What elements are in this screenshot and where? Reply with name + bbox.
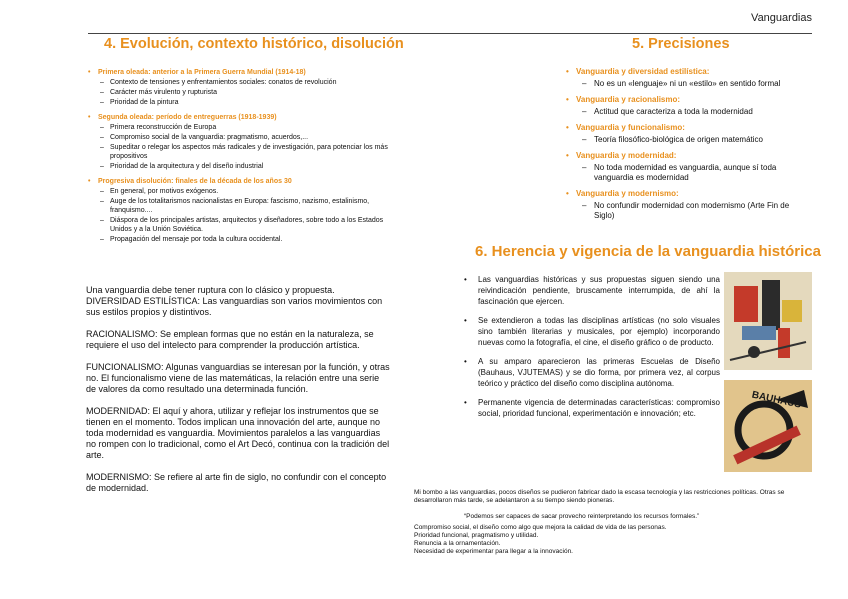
section6-list xyxy=(464,274,720,427)
note-paragraph: FUNCIONALISMO: Algunas vanguardias se interesan por la función, y otras no. El funcionalismo viene de las matemáticas, la relación entre una serie de valores da como resultado una determinada función. xyxy=(86,362,390,394)
section4-sub-item: – Contexto de tensiones y enfrentamientos sociales: conatos de revolución xyxy=(88,78,388,87)
bottom-line: Renuncia a la ornamentación. xyxy=(414,540,501,547)
section4-sub-item: – Auge de los totalitarismos nacionalistas en Europa: fascismo, nazismo, estalinismo, franquismo.... xyxy=(88,197,388,215)
section4-group xyxy=(88,177,388,244)
section4-main-item: • Segunda oleada: período de entreguerras (1918-1939) xyxy=(88,113,388,122)
section5-main-item: • Vanguardia y racionalismo: xyxy=(566,95,806,105)
section5-sub-item: – No es un «lenguaje» ni un «estilo» en sentido formal xyxy=(566,79,806,89)
bauhaus-poster-text: BAUHAUS xyxy=(750,389,803,411)
section4-sub-item: – Compromiso social de la vanguardia: pragmatismo, acuerdos,... xyxy=(88,133,388,142)
section4-group xyxy=(88,113,388,171)
section4-main-item: • Progresiva disolución: finales de la década de los años 30 xyxy=(88,177,388,186)
section5-title: 5. Precisiones xyxy=(632,36,730,52)
section4-title: 4. Evolución, contexto histórico, disolución xyxy=(104,36,404,52)
handwritten-notes xyxy=(86,285,391,505)
section4-sub-item: – En general, por motivos exógenos. xyxy=(88,187,388,196)
section5-main-item: • Vanguardia y funcionalismo: xyxy=(566,123,806,133)
section6-bullet: • A su amparo aparecieron las primeras Escuelas de Diseño (Bauhaus, VJUTEMAS) y se dio forma, por primera vez, al corpus teórico y práctico del diseño como disciplina autónoma. xyxy=(464,356,720,389)
bottom-line: Necesidad de experimentar para llegar a la innovación. xyxy=(414,548,573,555)
section5-main-item: • Vanguardia y diversidad estilística: xyxy=(566,67,806,77)
note-paragraph: MODERNISMO: Se refiere al arte fin de siglo, no confundir con el concepto de modernidad. xyxy=(86,472,387,493)
section5-list xyxy=(566,64,806,227)
note-paragraph: MODERNIDAD: El aquí y ahora, utilizar y reflejar los instrumentos que se tienen en el momento. Todos implican una innovación del arte, aunque no toda modernidad es vanguardia. Movimientos paralelos a las vanguardias no rompen con lo tradicional, como el Art Decó, continua con la tradición del arte. xyxy=(86,406,390,460)
page-header-title: Vanguardias xyxy=(751,12,812,24)
section4-sub-item: – Propagación del mensaje por toda la cultura occidental. xyxy=(88,235,388,244)
section4-sub-item: – Diáspora de los principales artistas, arquitectos y diseñadores, sobre todo a los Estados Unidos y a la Unión Soviética. xyxy=(88,216,388,234)
section4-list xyxy=(88,66,388,250)
section5-main-item: • Vanguardia y modernismo: xyxy=(566,189,806,199)
section4-sub-item: – Carácter más virulento y rupturista xyxy=(88,88,388,97)
section4-sub-item: – Prioridad de la arquitectura y del diseño industrial xyxy=(88,162,388,171)
bauhaus-poster-image xyxy=(724,380,812,472)
section6-title: 6. Herencia y vigencia de la vanguardia histórica xyxy=(475,243,821,260)
section5-main-item: • Vanguardia y modernidad: xyxy=(566,151,806,161)
note-paragraph: RACIONALISMO: Se emplean formas que no están en la naturaleza, se requiere el uso del intelecto para comprender la producción artística. xyxy=(86,329,374,350)
section5-sub-item: – No confundir modernidad con modernismo (Arte Fin de Siglo) xyxy=(566,201,806,221)
bottom-paragraph: Mi bombo a las vanguardias, pocos diseños se pudieron fabricar dado la escasa tecnología y las restricciones políticas. Otras se desarrollaron más tarde, se adelantaron a su tiempo siendo pioneras. xyxy=(414,489,785,504)
note-paragraph: Una vanguardia debe tener ruptura con lo clásico y propuesta. DIVERSIDAD ESTILÍSTICA: Las vanguardias son varios movimientos con sus estilos propios y distintivos. xyxy=(86,285,383,317)
section5-sub-item: – No toda modernidad es vanguardia, aunque sí toda vanguardia es modernidad xyxy=(566,163,806,183)
section6-bullet: • Permanente vigencia de determinadas características: compromiso social, prioridad funcional, experimentación e innovación; etc. xyxy=(464,397,720,419)
bottom-line: Prioridad funcional, pragmatismo y utilidad. xyxy=(414,532,539,539)
section6-bullet: • Las vanguardias históricas y sus propuestas siguen siendo una reivindicación pendiente, bruscamente interrumpida, de ahí la fascinación que ejercen. xyxy=(464,274,720,307)
bottom-quote: “Podemos ser capaces de sacar provecho reinterpretando los recursos formales.” xyxy=(464,513,700,520)
section4-group xyxy=(88,68,388,107)
section4-sub-item: – Supeditar o relegar los aspectos más radicales y de investigación, para potenciar los más propositivos xyxy=(88,143,388,161)
section4-sub-item: – Prioridad de la pintura xyxy=(88,98,388,107)
section5-sub-item: – Actitud que caracteriza a toda la modernidad xyxy=(566,107,806,117)
section6-bullet: • Se extendieron a todas las disciplinas artísticas (no solo visuales sino también literarias y musicales, por ejemplo) incorporando nuevas como la fotografía, el cine, el diseño gráfico o de producto. xyxy=(464,315,720,348)
constructivist-artwork-image xyxy=(724,272,812,370)
section5-sub-item: – Teoría filosófico-biológica de origen matemático xyxy=(566,135,806,145)
bottom-handwritten-notes xyxy=(414,489,814,556)
bottom-line: Compromiso social, el diseño como algo que mejora la calidad de vida de las personas. xyxy=(414,524,667,531)
section4-main-item: • Primera oleada: anterior a la Primera Guerra Mundial (1914-18) xyxy=(88,68,388,77)
header-divider xyxy=(88,33,812,34)
section4-sub-item: – Primera reconstrucción de Europa xyxy=(88,123,388,132)
